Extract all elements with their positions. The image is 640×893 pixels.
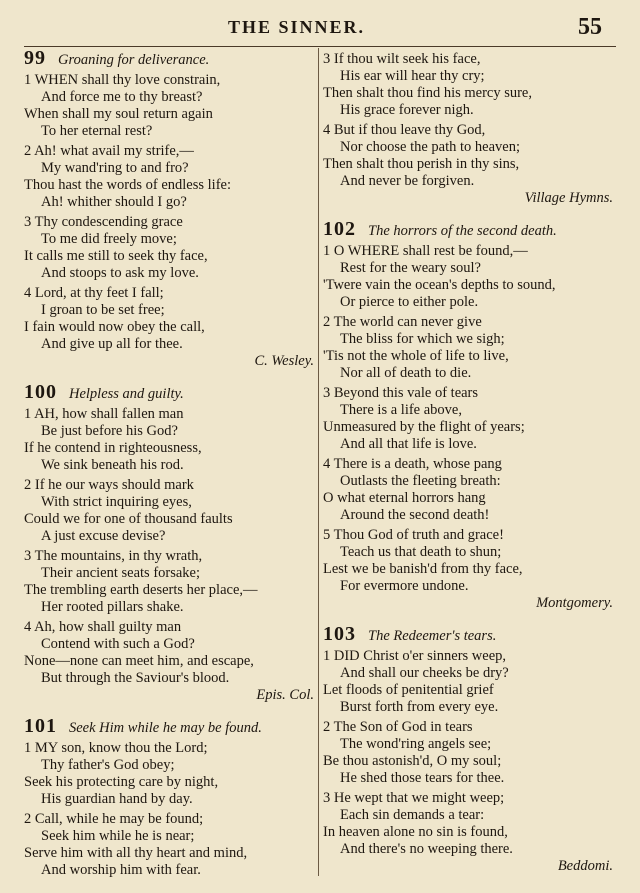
- verse-line: There is a life above,: [340, 402, 462, 418]
- verse-line: And shall our cheeks be dry?: [340, 665, 509, 681]
- verse-line: 3 Beyond this vale of tears: [323, 385, 479, 401]
- stanza: [24, 406, 314, 474]
- verse-line: Around the second death!: [340, 507, 490, 523]
- hymn: [24, 715, 314, 879]
- hymn: [323, 51, 613, 207]
- verse-line: My wand'ring to and fro?: [41, 160, 189, 176]
- verse-line: The wond'ring angels see;: [340, 736, 492, 752]
- verse-line: And never be forgiven.: [340, 173, 475, 189]
- verse-line: 4 Lord, at thy feet I fall;: [24, 285, 164, 301]
- verse-line: The bliss for which we sigh;: [340, 331, 505, 347]
- stanza: [24, 285, 314, 353]
- verse-line: 'Tis not the whole of life to live,: [323, 348, 509, 364]
- stanza: [24, 811, 314, 879]
- verse-line: 2 Call, while he may be found;: [24, 811, 204, 827]
- hymn-author: Beddomi.: [557, 858, 613, 874]
- verse-line: When shall my soul return again: [24, 106, 213, 122]
- hymn-heading: [323, 623, 613, 645]
- verse-line: Thou hast the words of endless life:: [24, 177, 231, 193]
- stanza: [323, 51, 613, 119]
- verse-line: And force me to thy breast?: [41, 89, 203, 105]
- header-rule: [24, 46, 616, 47]
- verse-line: 'Twere vain the ocean's depths to sound,: [323, 277, 556, 293]
- verse-line: 3 He wept that we might weep;: [323, 790, 505, 806]
- verse-line: And all that life is love.: [340, 436, 477, 452]
- page-header: [0, 0, 640, 44]
- verse-line: If he contend in righteousness,: [24, 440, 202, 456]
- stanza: [24, 619, 314, 687]
- left-column: [24, 48, 314, 893]
- verse-line: None—none can meet him, and escape,: [24, 653, 254, 669]
- hymn-title: The horrors of the second death.: [368, 223, 557, 239]
- verse-line: 4 But if thou leave thy God,: [323, 122, 486, 138]
- verse-line: Then shalt thou perish in thy sins,: [323, 156, 520, 172]
- verse-line: Contend with such a God?: [41, 636, 195, 652]
- running-title: THE SINNER.: [228, 17, 366, 37]
- stanza: [24, 548, 314, 616]
- hymn-author: Montgomery.: [536, 595, 613, 611]
- stanza: [323, 527, 613, 595]
- verse-line: Their ancient seats forsake;: [41, 565, 201, 581]
- stanza: [24, 214, 314, 282]
- hymn-heading: [24, 47, 314, 69]
- stanza: [323, 456, 613, 524]
- hymn-title: Groaning for deliverance.: [58, 52, 210, 68]
- verse-line: Could we for one of thousand faults: [24, 511, 233, 527]
- hymn-number: 103: [323, 623, 356, 645]
- verse-line: Her rooted pillars shake.: [41, 599, 184, 615]
- verse-line: Seek his protecting care by night,: [24, 774, 219, 790]
- verse-line: 2 The Son of God in tears: [323, 719, 473, 735]
- stanza: [24, 72, 314, 140]
- verse-line: I fain would now obey the call,: [24, 319, 205, 335]
- stanza: [24, 740, 314, 808]
- verse-line: 1 DID Christ o'er sinners weep,: [323, 648, 507, 664]
- verse-line: 4 Ah, how shall guilty man: [24, 619, 182, 635]
- stanza: [323, 719, 613, 787]
- verse-line: 2 If he our ways should mark: [24, 477, 194, 493]
- verse-line: And stoops to ask my love.: [41, 265, 199, 281]
- verse-line: 3 Thy condescending grace: [24, 214, 183, 230]
- verse-line: Rest for the weary soul?: [340, 260, 481, 276]
- hymn-title: Seek Him while he may be found.: [69, 720, 262, 736]
- verse-line: Nor all of death to die.: [340, 365, 472, 381]
- column-divider: [318, 48, 319, 876]
- hymn-title: Helpless and guilty.: [69, 386, 184, 402]
- hymn-heading: [323, 218, 613, 240]
- verse-line: Let floods of penitential grief: [323, 682, 494, 698]
- verse-line: Be thou astonish'd, O my soul;: [323, 753, 502, 769]
- verse-line: His grace forever nigh.: [340, 102, 474, 118]
- hymn-number: 102: [323, 218, 356, 240]
- verse-line: 2 The world can never give: [323, 314, 482, 330]
- stanza: [323, 790, 613, 858]
- verse-line: And there's no weeping there.: [340, 841, 513, 857]
- verse-line: 1 O WHERE shall rest be found,—: [323, 243, 528, 259]
- verse-line: Serve him with all thy heart and mind,: [24, 845, 248, 861]
- verse-line: Seek him while he is near;: [41, 828, 195, 844]
- verse-line: And worship him with fear.: [41, 862, 201, 878]
- verse-line: And give up all for thee.: [41, 336, 183, 352]
- stanza: [323, 122, 613, 190]
- hymn-title: The Redeemer's tears.: [368, 628, 497, 644]
- verse-line: I groan to be set free;: [41, 302, 165, 318]
- hymn-heading: [24, 715, 314, 737]
- right-column: [323, 48, 613, 889]
- hymn-number: 101: [24, 715, 57, 737]
- hymn: [323, 623, 613, 875]
- verse-line: 2 Ah! what avail my strife,—: [24, 143, 194, 159]
- verse-line: Teach us that death to shun;: [340, 544, 502, 560]
- verse-line: Be just before his God?: [41, 423, 178, 439]
- verse-line: 1 MY son, know thou the Lord;: [24, 740, 208, 756]
- verse-line: For evermore undone.: [340, 578, 469, 594]
- verse-line: To her eternal rest?: [41, 123, 153, 139]
- verse-line: Thy father's God obey;: [41, 757, 175, 773]
- verse-line: We sink beneath his rod.: [41, 457, 184, 473]
- verse-line: He shed those tears for thee.: [340, 770, 505, 786]
- verse-line: Then shalt thou find his mercy sure,: [323, 85, 532, 101]
- stanza: [323, 314, 613, 382]
- hymn-author: Village Hymns.: [524, 190, 613, 206]
- verse-line: 4 There is a death, whose pang: [323, 456, 502, 472]
- verse-line: Lest we be banish'd from thy face,: [323, 561, 523, 577]
- verse-line: Or pierce to either pole.: [340, 294, 479, 310]
- verse-line: With strict inquiring eyes,: [41, 494, 192, 510]
- verse-line: Nor choose the path to heaven;: [340, 139, 520, 155]
- verse-line: 1 WHEN shall thy love constrain,: [24, 72, 221, 88]
- hymn-author: Epis. Col.: [256, 687, 314, 703]
- verse-line: In heaven alone no sin is found,: [323, 824, 508, 840]
- verse-line: O what eternal horrors hang: [323, 490, 486, 506]
- verse-line: But through the Saviour's blood.: [41, 670, 230, 686]
- verse-line: It calls me still to seek thy face,: [24, 248, 208, 264]
- verse-line: 1 AH, how shall fallen man: [24, 406, 184, 422]
- hymn-number: 100: [24, 381, 57, 403]
- verse-line: A just excuse devise?: [41, 528, 166, 544]
- stanza: [323, 385, 613, 453]
- verse-line: His ear will hear thy cry;: [340, 68, 485, 84]
- hymn: [24, 381, 314, 704]
- stanza: [24, 143, 314, 211]
- hymn-heading: [24, 381, 314, 403]
- hymn-number: 99: [24, 47, 46, 69]
- verse-line: 3 If thou wilt seek his face,: [323, 51, 481, 67]
- verse-line: Burst forth from every eye.: [340, 699, 499, 715]
- stanza: [24, 477, 314, 545]
- verse-line: 3 The mountains, in thy wrath,: [24, 548, 203, 564]
- verse-line: Ah! whither should I go?: [41, 194, 187, 210]
- verse-line: The trembling earth deserts her place,—: [24, 582, 258, 598]
- hymn-author: C. Wesley.: [254, 353, 314, 369]
- verse-line: Outlasts the fleeting breath:: [340, 473, 501, 489]
- hymn: [24, 47, 314, 370]
- verse-line: Unmeasured by the flight of years;: [323, 419, 525, 435]
- hymn: [323, 218, 613, 612]
- stanza: [323, 243, 613, 311]
- verse-line: 5 Thou God of truth and grace!: [323, 527, 504, 543]
- verse-line: Each sin demands a tear:: [340, 807, 485, 823]
- verse-line: His guardian hand by day.: [41, 791, 193, 807]
- verse-line: To me did freely move;: [41, 231, 177, 247]
- stanza: [323, 648, 613, 716]
- page-number: 55: [578, 14, 602, 40]
